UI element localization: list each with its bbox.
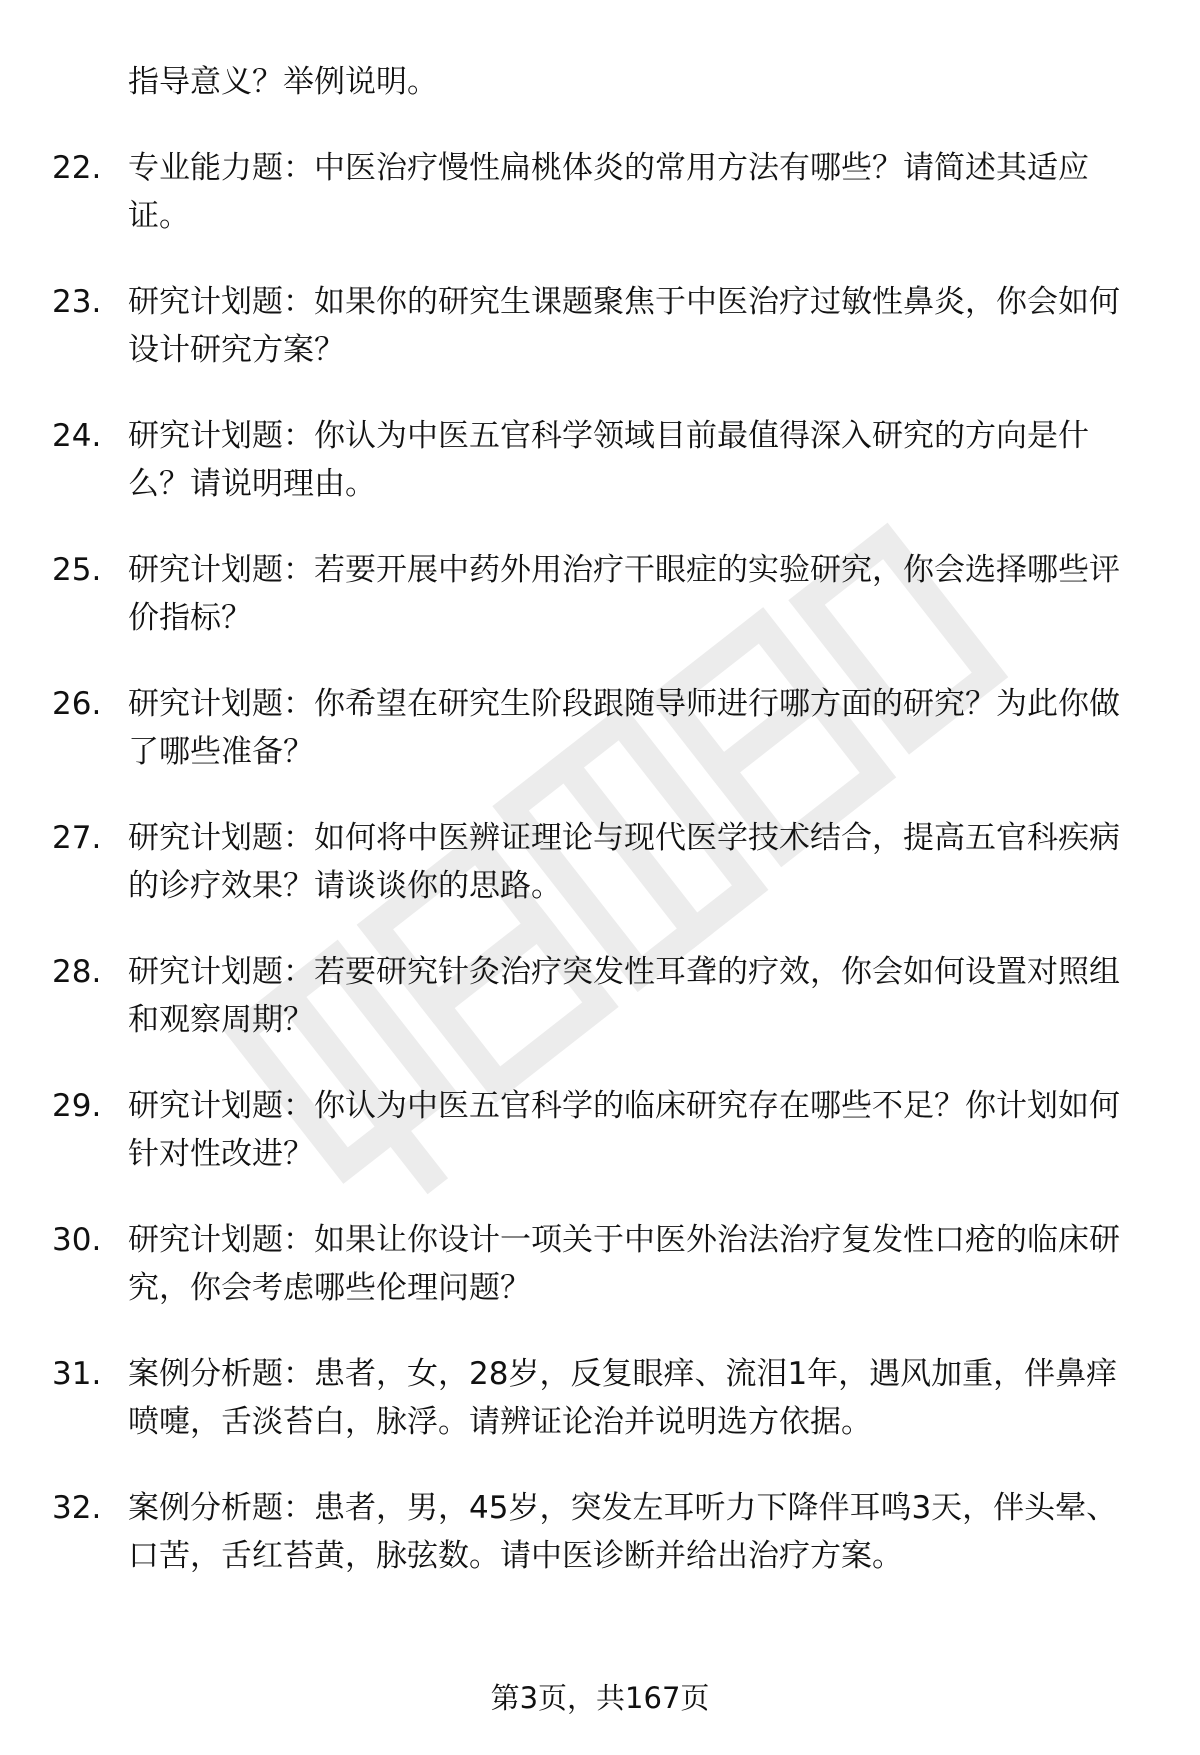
- question-list: [0, 144, 1200, 1580]
- question-text: 研究计划题：如果你的研究生课题聚焦于中医治疗过敏性鼻炎，你会如何设计研究方案？: [128, 284, 1120, 368]
- question-text: 案例分析题：患者，男，45岁，突发左耳听力下降伴耳鸣3天，伴头晕、口苦，舌红苔黄，脉弦数。请中医诊断并给出治疗方案。: [128, 1490, 1118, 1574]
- page-footer: [0, 1678, 1200, 1718]
- question-number: 30.: [52, 1222, 102, 1258]
- question-item: [0, 546, 1200, 642]
- question-item: [0, 680, 1200, 776]
- question-number: 32.: [52, 1490, 102, 1526]
- question-item: [0, 814, 1200, 910]
- question-item: [0, 948, 1200, 1044]
- continuation-text: 指导意义？举例说明。: [128, 64, 438, 100]
- question-number: 29.: [52, 1088, 102, 1124]
- question-text: 案例分析题：患者，女，28岁，反复眼痒、流泪1年，遇风加重，伴鼻痒喷嚏，舌淡苔白，脉浮。请辨证论治并说明选方依据。: [128, 1356, 1118, 1440]
- question-number: 25.: [52, 552, 102, 588]
- question-number: 24.: [52, 418, 102, 454]
- page-number-label: 第3页，共167页: [490, 1681, 710, 1715]
- question-item: [0, 1484, 1200, 1580]
- question-text: 研究计划题：你认为中医五官科学的临床研究存在哪些不足？你计划如何针对性改进？: [128, 1088, 1120, 1172]
- question-item: [0, 1082, 1200, 1178]
- question-text: 研究计划题：若要开展中药外用治疗干眼症的实验研究，你会选择哪些评价指标？: [128, 552, 1120, 636]
- question-item: [0, 144, 1200, 240]
- question-item: [0, 412, 1200, 508]
- question-number: 23.: [52, 284, 102, 320]
- question-text: 研究计划题：如果让你设计一项关于中医外治法治疗复发性口疮的临床研究，你会考虑哪些伦理问题？: [128, 1222, 1120, 1306]
- question-number: 27.: [52, 820, 102, 856]
- question-number: 26.: [52, 686, 102, 722]
- question-number: 22.: [52, 150, 102, 186]
- question-item: [0, 278, 1200, 374]
- question-item: [0, 1350, 1200, 1446]
- question-text: 研究计划题：你认为中医五官科学领域目前最值得深入研究的方向是什么？请说明理由。: [128, 418, 1089, 502]
- question-number: 28.: [52, 954, 102, 990]
- question-number: 31.: [52, 1356, 102, 1392]
- question-content: [0, 58, 1200, 1580]
- question-text: 研究计划题：如何将中医辨证理论与现代医学技术结合，提高五官科疾病的诊疗效果？请谈谈你的思路。: [128, 820, 1120, 904]
- question-item: [0, 1216, 1200, 1312]
- question-text: 研究计划题：若要研究针灸治疗突发性耳聋的疗效，你会如何设置对照组和观察周期？: [128, 954, 1120, 1038]
- question-text: 研究计划题：你希望在研究生阶段跟随导师进行哪方面的研究？为此你做了哪些准备？: [128, 686, 1120, 770]
- question-text: 专业能力题：中医治疗慢性扁桃体炎的常用方法有哪些？请简述其适应证。: [128, 150, 1089, 234]
